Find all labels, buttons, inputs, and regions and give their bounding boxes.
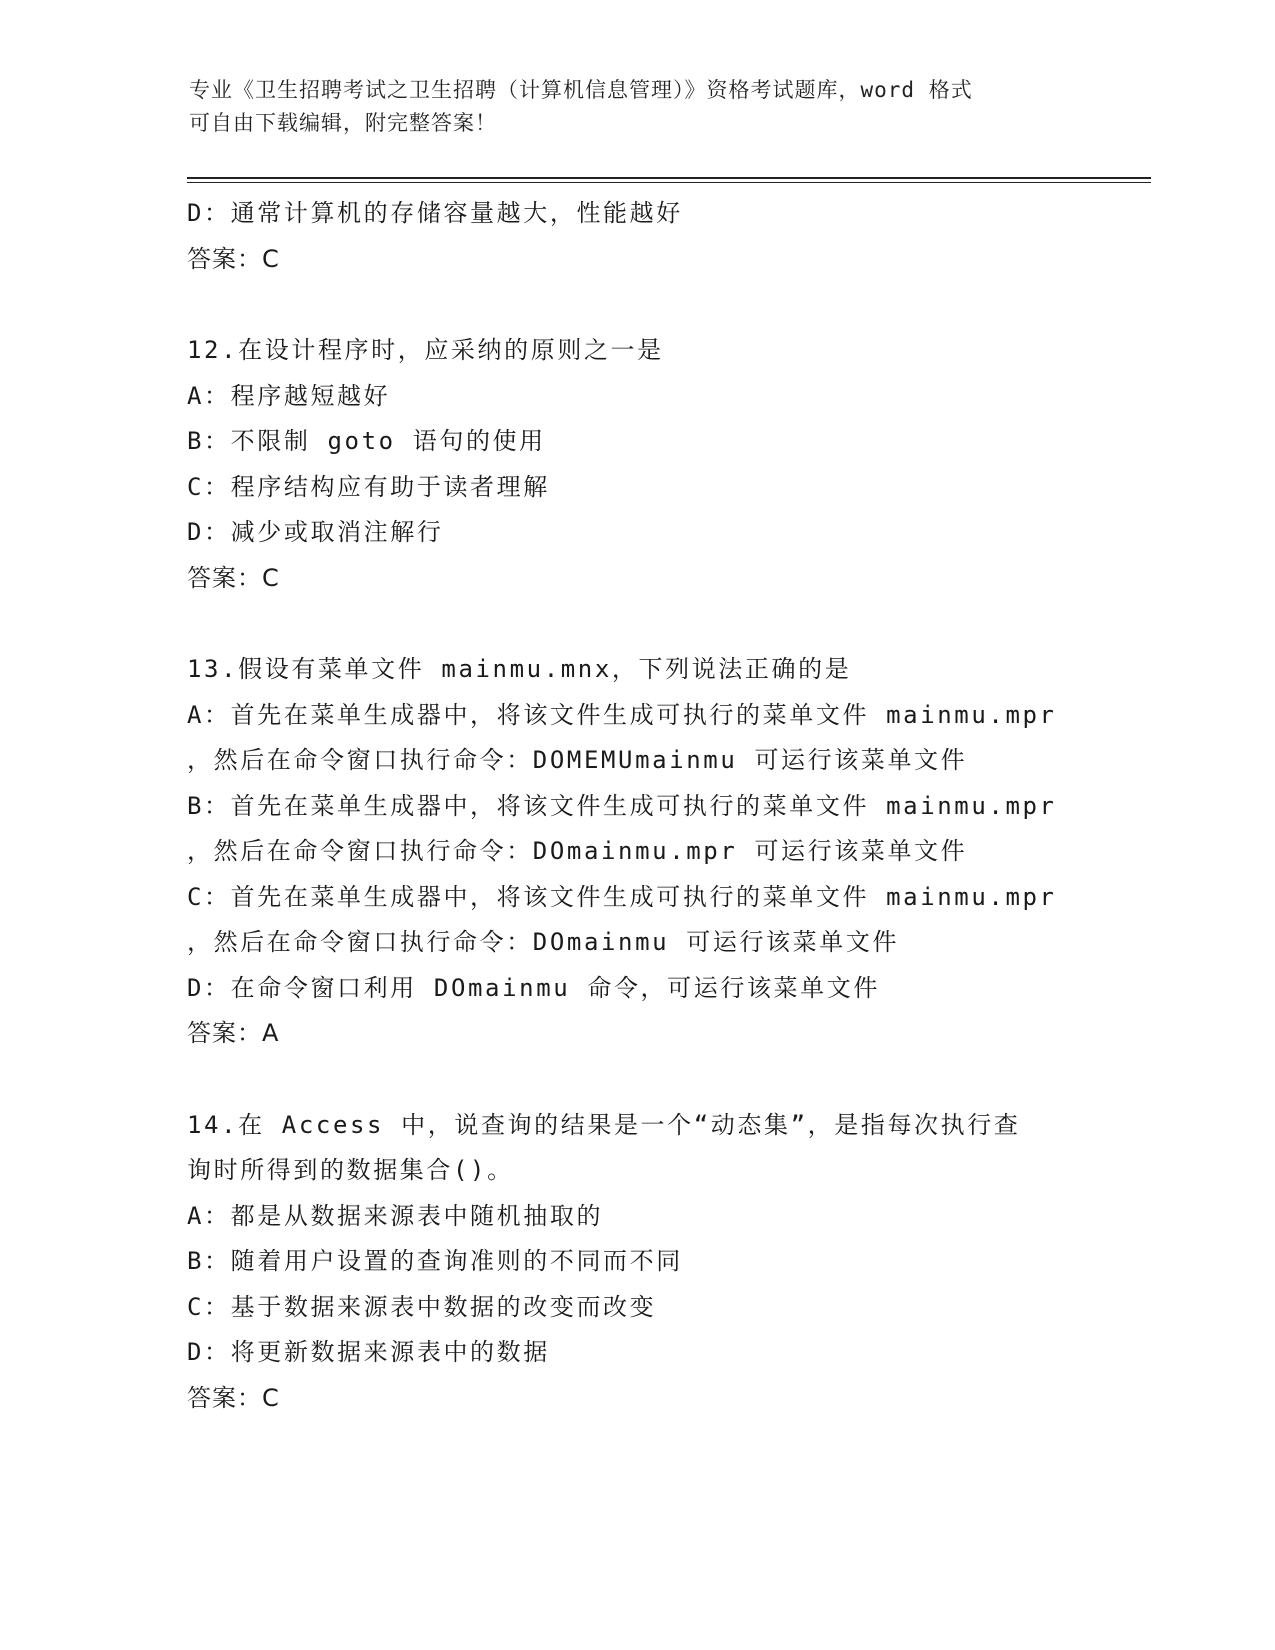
option-b: B：随着用户设置的查询准则的不同而不同 <box>187 1247 683 1275</box>
option-a: A：首先在菜单生成器中，将该文件生成可执行的菜单文件 mainmu.mpr <box>187 700 1057 729</box>
option-d: D：通常计算机的存储容量越大，性能越好 <box>187 199 683 227</box>
question-list <box>187 191 1107 1421</box>
spacer <box>187 601 1107 647</box>
option-b: B：首先在菜单生成器中，将该文件生成可执行的菜单文件 mainmu.mpr <box>187 791 1057 820</box>
question-text: 12.在设计程序时，应采纳的原则之一是 <box>187 336 664 364</box>
question-text-continued: 询时所得到的数据集合()。 <box>187 1156 514 1184</box>
answer-line: 答案：A <box>187 1019 280 1047</box>
answer-line: 答案：C <box>187 563 280 592</box>
option-c: C：基于数据来源表中数据的改变而改变 <box>187 1292 657 1321</box>
header-divider-thick <box>187 177 1151 179</box>
header-line-2: 可自由下载编辑，附完整答案！ <box>189 111 497 135</box>
option-c: C：首先在菜单生成器中，将该文件生成可执行的菜单文件 mainmu.mpr <box>187 882 1057 911</box>
question-block-14 <box>187 1103 1107 1422</box>
document-header <box>189 74 1089 140</box>
question-text: 13.假设有菜单文件 mainmu.mnx，下列说法正确的是 <box>187 655 852 683</box>
option-a: A：都是从数据来源表中随机抽取的 <box>187 1201 604 1230</box>
question-text: 14.在 Access 中，说查询的结果是一个“动态集”，是指每次执行查 <box>187 1110 1021 1139</box>
option-c: C：程序结构应有助于读者理解 <box>187 472 550 501</box>
option-c-continued: ，然后在命令窗口执行命令：DOmainmu 可运行该菜单文件 <box>187 928 900 956</box>
question-block-13 <box>187 647 1107 1057</box>
option-d: D：将更新数据来源表中的数据 <box>187 1338 550 1366</box>
option-b-continued: ，然后在命令窗口执行命令：DOmainmu.mpr 可运行该菜单文件 <box>187 837 968 865</box>
question-block-11 <box>187 191 1107 282</box>
option-a: A：程序越短越好 <box>187 381 391 410</box>
answer-line: 答案：C <box>187 244 280 273</box>
option-b: B：不限制 goto 语句的使用 <box>187 427 546 455</box>
spacer <box>187 1057 1107 1103</box>
answer-line: 答案：C <box>187 1383 280 1412</box>
option-d: D：减少或取消注解行 <box>187 518 444 546</box>
question-block-12 <box>187 328 1107 601</box>
spacer <box>187 282 1107 328</box>
option-d: D：在命令窗口利用 DOmainmu 命令，可运行该菜单文件 <box>187 973 880 1002</box>
header-line-1: 专业《卫生招聘考试之卫生招聘（计算机信息管理）》资格考试题库，word 格式 <box>189 78 973 102</box>
header-divider-thin <box>187 182 1151 183</box>
option-a-continued: ，然后在命令窗口执行命令：DOMEMUmainmu 可运行该菜单文件 <box>187 746 968 774</box>
